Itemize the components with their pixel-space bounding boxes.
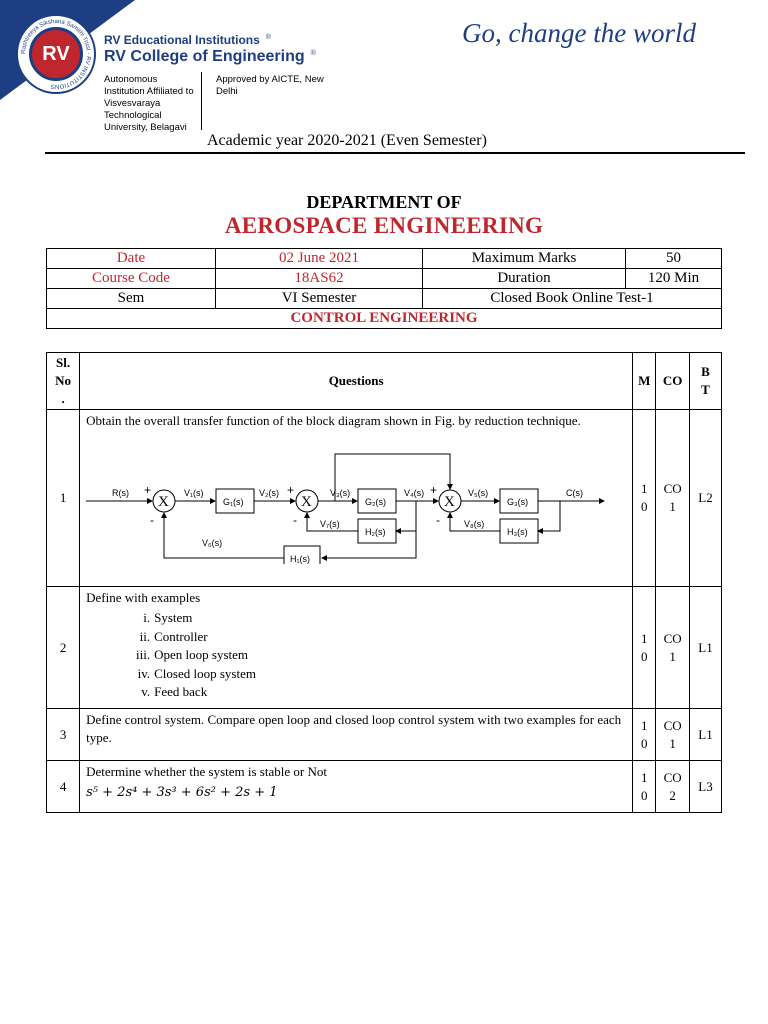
- max-marks-label: Maximum Marks: [423, 249, 626, 269]
- department-name: AEROSPACE ENGINEERING: [224, 213, 544, 238]
- svg-text:V₈(s): V₈(s): [464, 519, 485, 529]
- row-co: CO 1: [656, 709, 690, 761]
- row-bt: L1: [689, 709, 721, 761]
- max-marks-value: 50: [626, 249, 722, 269]
- row-sl: 2: [47, 587, 80, 709]
- sem-value: VI Semester: [216, 289, 423, 309]
- list-item: i. System: [143, 610, 193, 625]
- list-item: ii. Controller: [139, 628, 208, 644]
- row-sl: 4: [47, 761, 80, 813]
- svg-text:V₇(s): V₇(s): [320, 519, 340, 529]
- svg-text:V₆(s): V₆(s): [202, 538, 223, 548]
- approval-text: Approved by AICTE, New Delhi: [216, 74, 324, 97]
- course-code-value: 18AS62: [216, 269, 423, 289]
- info-table: [46, 248, 722, 329]
- svg-text:-: -: [150, 513, 155, 527]
- test-type: Closed Book Online Test-1: [423, 289, 722, 309]
- seal-monogram: RV: [29, 27, 83, 81]
- svg-text:X: X: [158, 494, 169, 510]
- row-marks: 1 0: [633, 761, 656, 813]
- college-name: RV College of Engineering ®: [104, 48, 316, 65]
- course-title: CONTROL ENGINEERING: [47, 309, 722, 329]
- row-bt: L2: [689, 410, 721, 587]
- svg-text:V₂(s): V₂(s): [259, 488, 280, 498]
- header-bt: B T: [689, 353, 721, 410]
- row-sl: 1: [47, 410, 80, 587]
- date-value: 02 June 2021: [216, 249, 423, 269]
- svg-text:V₅(s): V₅(s): [468, 488, 489, 498]
- header-questions: Questions: [80, 353, 633, 410]
- institution-group: RV Educational Institutions ®: [104, 33, 271, 47]
- table-row: [47, 709, 722, 761]
- list-item: v. Feed back: [141, 684, 208, 699]
- header-marks: M: [633, 353, 656, 410]
- svg-text:H₃(s): H₃(s): [507, 527, 528, 537]
- list-item: iv. Closed loop system: [137, 665, 256, 681]
- tagline: Go, change the world: [462, 18, 696, 48]
- svg-text:H₁(s): H₁(s): [290, 554, 311, 564]
- svg-text:X: X: [444, 494, 455, 510]
- row-marks: 1 0: [633, 709, 656, 761]
- characteristic-equation: s⁵ + 2s⁴ + 3s³ + 6s² + 2s + 1: [86, 785, 278, 800]
- table-row: [47, 761, 722, 813]
- date-label: Date: [47, 249, 216, 269]
- svg-text:V₁(s): V₁(s): [184, 488, 204, 498]
- question-text: Obtain the overall transfer function of the block diagram shown in Fig. by reduction technique.: [86, 413, 581, 428]
- row-question: [80, 587, 633, 709]
- department-label: DEPARTMENT OF: [306, 192, 462, 212]
- svg-text:+: +: [287, 483, 295, 497]
- row-question: [80, 761, 633, 813]
- row-co: CO 1: [656, 587, 690, 709]
- academic-year: Academic year 2020-2021 (Even Semester): [207, 132, 487, 149]
- svg-text:H₂(s): H₂(s): [365, 527, 386, 537]
- row-marks: 1 0: [633, 587, 656, 709]
- svg-text:+: +: [144, 483, 152, 497]
- header-co: CO: [656, 353, 690, 410]
- block-diagram: [86, 434, 626, 564]
- question-text: Determine whether the system is stable or Not: [86, 764, 327, 779]
- row-sl: 3: [47, 709, 80, 761]
- svg-text:-: -: [293, 513, 298, 527]
- questions-table: [46, 352, 722, 813]
- college-seal-logo: [16, 14, 96, 94]
- svg-text:G₁(s): G₁(s): [223, 497, 244, 507]
- svg-text:+: +: [430, 483, 438, 497]
- svg-text:V₃(s): V₃(s): [330, 488, 351, 498]
- row-bt: L3: [689, 761, 721, 813]
- svg-text:C(s): C(s): [566, 488, 584, 498]
- svg-text:G₃(s): G₃(s): [507, 497, 529, 507]
- row-question: [80, 410, 633, 587]
- row-marks: 1 0: [633, 410, 656, 587]
- table-row: [47, 587, 722, 709]
- header-rule: [45, 152, 745, 154]
- row-bt: L1: [689, 587, 721, 709]
- table-row: [47, 410, 722, 587]
- affiliation-text: Autonomous Institution Affiliated to Visvesvaraya Technological University, Belagavi: [104, 74, 194, 133]
- row-co: CO 2: [656, 761, 690, 813]
- question-text: Define control system. Compare open loop and closed loop control system with two examples for each type.: [80, 709, 633, 761]
- row-co: CO 1: [656, 410, 690, 587]
- sem-label: Sem: [47, 289, 216, 309]
- duration-label: Duration: [423, 269, 626, 289]
- svg-text:X: X: [301, 494, 312, 510]
- header-divider: [201, 72, 202, 130]
- svg-text:V₄(s): V₄(s): [404, 488, 425, 498]
- definition-list: [86, 609, 626, 702]
- header-sl-no: Sl. No .: [47, 353, 80, 410]
- svg-text:-: -: [436, 513, 441, 527]
- svg-text:Rashtreeya Sikshana Samithi Tr: Rashtreeya Sikshana Samithi Trust · RV INSTITUTIONS: [20, 18, 92, 90]
- list-item: iii. Open loop system: [136, 647, 249, 662]
- question-text: Define with examples: [86, 590, 201, 605]
- svg-text:R(s): R(s): [112, 488, 130, 498]
- course-code-label: Course Code: [47, 269, 216, 289]
- duration-value: 120 Min: [626, 269, 722, 289]
- svg-text:G₂(s): G₂(s): [365, 497, 387, 507]
